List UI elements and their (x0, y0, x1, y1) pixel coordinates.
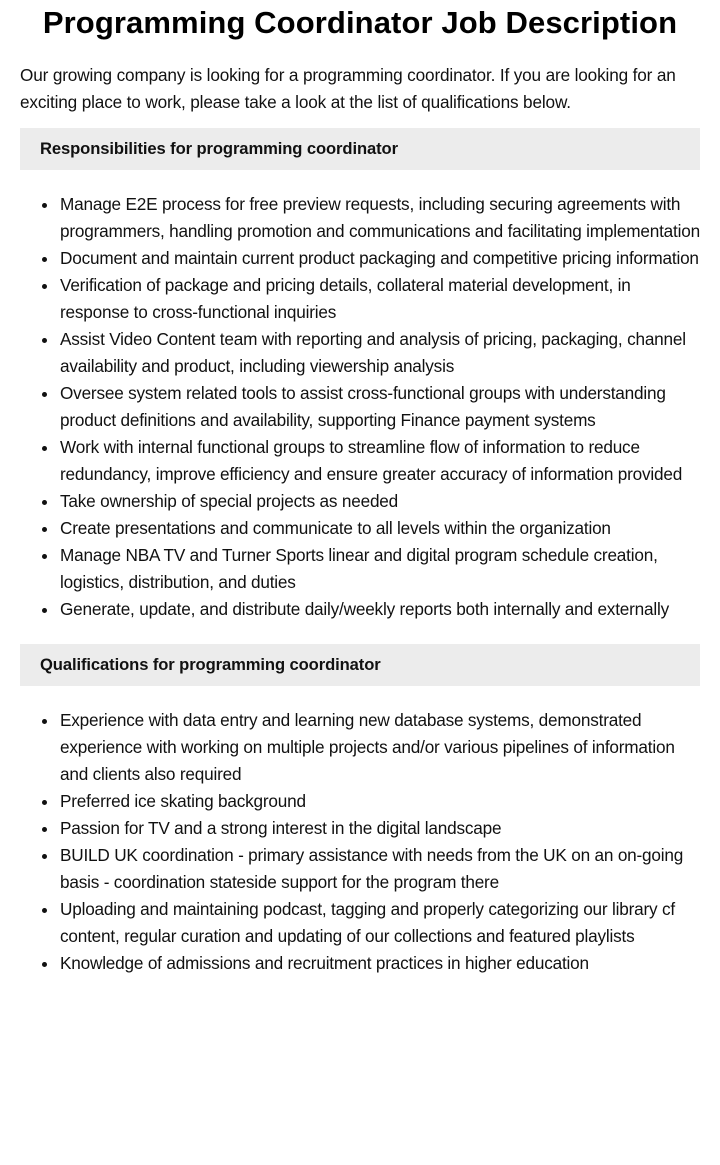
bullet-icon (42, 284, 47, 289)
bullet-icon (42, 908, 47, 913)
list-item (60, 596, 700, 623)
bullet-icon (42, 800, 47, 805)
bullet-icon (42, 608, 47, 613)
bullet-icon (42, 719, 47, 724)
bullet-icon (42, 527, 47, 532)
list-item-text: Experience with data entry and learning new database systems, demonstrated experience with working on multiple projects and/or various pipelines of information and clients also required (60, 710, 675, 784)
bullet-icon (42, 203, 47, 208)
list-item (60, 245, 700, 272)
page-title: Programming Coordinator Job Description (42, 5, 678, 40)
qualifications-section (20, 644, 700, 977)
bullet-icon (42, 500, 47, 505)
bullet-icon (42, 392, 47, 397)
list-item (60, 542, 700, 596)
list-item (60, 434, 700, 488)
list-item-text: Work with internal functional groups to streamline flow of information to reduce redundancy, improve efficiency and ensure greater accuracy of information provided (60, 437, 683, 484)
list-item (60, 326, 700, 380)
list-item-text: Document and maintain current product packaging and competitive pricing information (60, 248, 699, 268)
list-item (60, 191, 700, 245)
list-item-text: BUILD UK coordination - primary assistance with needs from the UK on an on-going basis - coordination stateside support for the program there (60, 845, 684, 892)
bullet-icon (42, 854, 47, 859)
list-item-text: Uploading and maintaining podcast, tagging and properly categorizing our library cf content, regular curation and updating of our collections and featured playlists (60, 899, 675, 946)
responsibilities-section (20, 128, 700, 623)
list-item-text: Assist Video Content team with reporting and analysis of pricing, packaging, channel availability and product, including viewership analysis (60, 329, 686, 376)
qualifications-heading: Qualifications for programming coordinator (20, 644, 700, 686)
bullet-icon (42, 827, 47, 832)
list-item (60, 488, 700, 515)
bullet-icon (42, 257, 47, 262)
list-item (60, 842, 700, 896)
list-item (60, 707, 700, 788)
list-item-text: Manage NBA TV and Turner Sports linear and digital program schedule creation, logistics, distribution, and duties (60, 545, 658, 592)
list-item-text: Passion for TV and a strong interest in the digital landscape (60, 818, 502, 838)
list-item (60, 380, 700, 434)
responsibilities-heading: Responsibilities for programming coordinator (20, 128, 700, 170)
list-item-text: Create presentations and communicate to all levels within the organization (60, 518, 611, 538)
intro-paragraph: Our growing company is looking for a programming coordinator. If you are looking for an exciting place to work, please take a look at the list of qualifications below. (20, 65, 676, 112)
bullet-icon (42, 962, 47, 967)
list-item (60, 272, 700, 326)
list-item (60, 896, 700, 950)
list-item-text: Generate, update, and distribute daily/weekly reports both internally and externally (60, 599, 669, 619)
bullet-icon (42, 446, 47, 451)
list-item-text: Oversee system related tools to assist cross-functional groups with understanding product definitions and availability, supporting Finance payment systems (60, 383, 666, 430)
list-item-text: Manage E2E process for free preview requests, including securing agreements with programmers, handling promotion and communications and facilitating implementation (60, 194, 700, 241)
list-item (60, 950, 700, 977)
responsibilities-list (20, 191, 700, 623)
bullet-icon (42, 554, 47, 559)
list-item-text: Take ownership of special projects as needed (60, 491, 399, 511)
list-item (60, 788, 700, 815)
list-item (60, 815, 700, 842)
qualifications-list (20, 707, 700, 977)
list-item-text: Verification of package and pricing details, collateral material development, in response to cross-functional inquiries (60, 275, 631, 322)
list-item (60, 515, 700, 542)
list-item-text: Knowledge of admissions and recruitment practices in higher education (60, 953, 589, 973)
bullet-icon (42, 338, 47, 343)
list-item-text: Preferred ice skating background (60, 791, 306, 811)
